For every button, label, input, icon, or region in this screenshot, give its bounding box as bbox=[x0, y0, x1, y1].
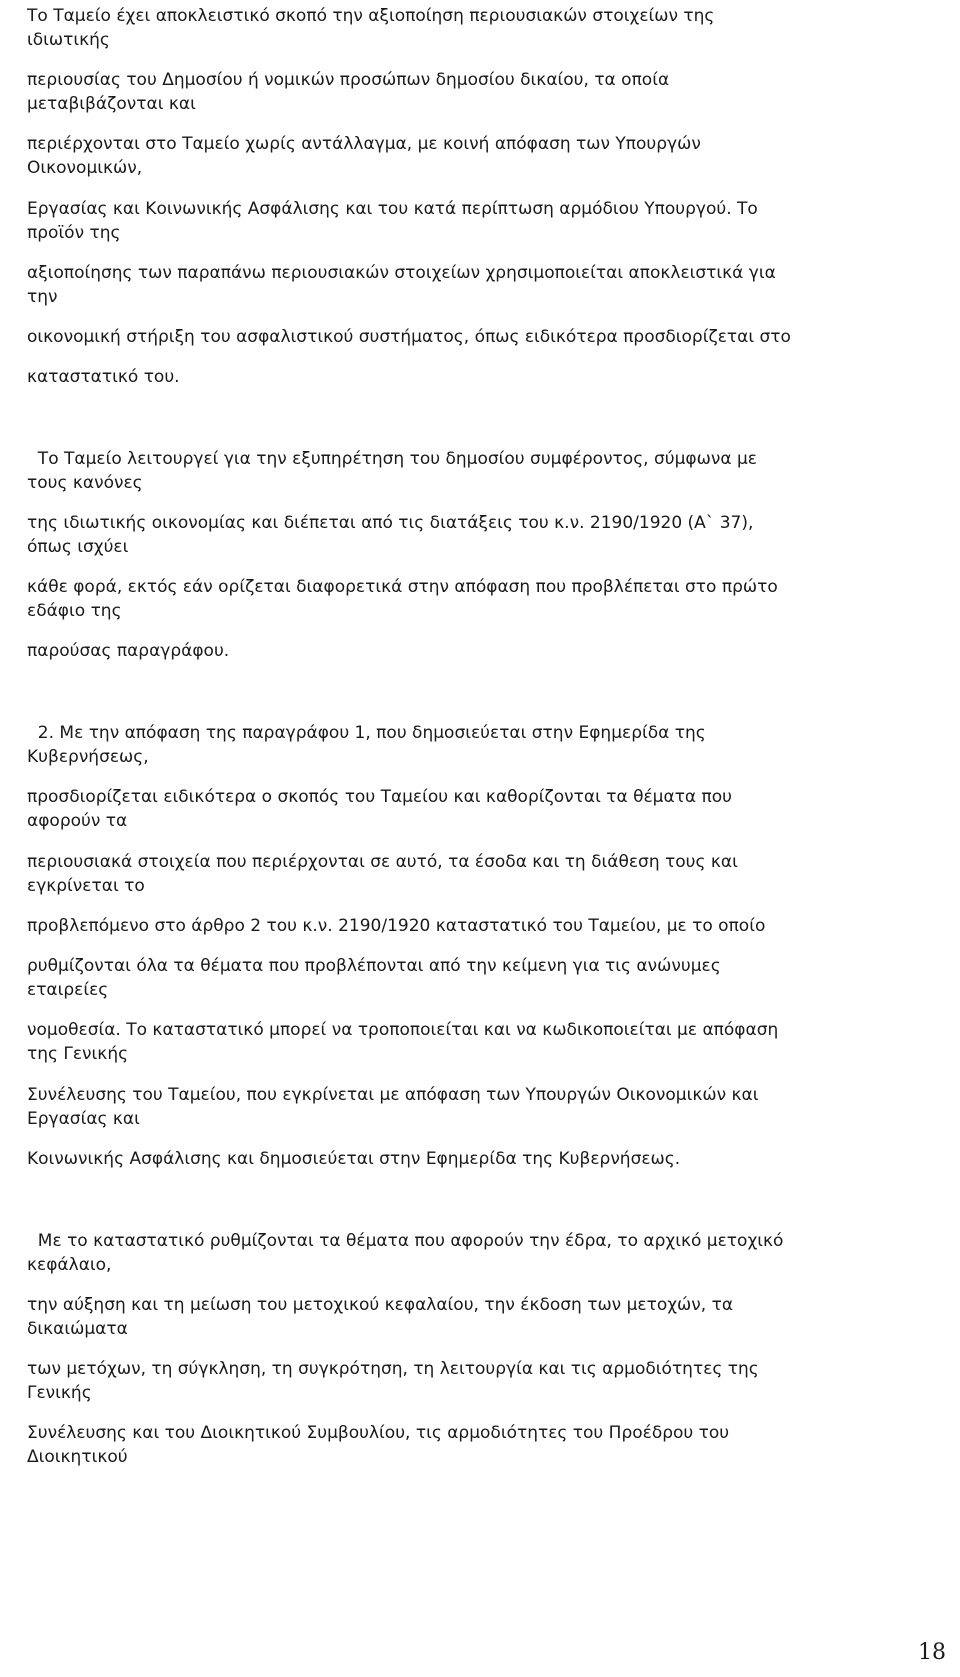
text-line: οικονομική στήριξη του ασφαλιστικού συστήματος, όπως ειδικότερα προσδιορίζεται στο bbox=[27, 327, 791, 347]
page-number: 18 bbox=[918, 1640, 946, 1665]
text-line: Εργασίας και Κοινωνικής Ασφάλισης και του κατά περίπτωση αρμόδιου Υπουργού. Το bbox=[27, 199, 758, 219]
text-line: αξιοποίησης των παραπάνω περιουσιακών στοιχείων χρησιμοποιείται αποκλειστικά για bbox=[27, 263, 776, 283]
text-line: Εργασίας και bbox=[27, 1109, 140, 1129]
text-line: 2. Με την απόφαση της παραγράφου 1, που δημοσιεύεται στην Εφημερίδα της bbox=[27, 723, 706, 743]
text-line: εδάφιο της bbox=[27, 601, 122, 621]
text-line: εταιρείες bbox=[27, 980, 109, 1000]
text-line: ιδιωτικής bbox=[27, 30, 110, 50]
text-line: ρυθμίζονται όλα τα θέματα που προβλέπονται από την κείμενη για τις ανώνυμες bbox=[27, 956, 721, 976]
text-line: καταστατικό του. bbox=[27, 367, 180, 387]
text-line: προϊόν της bbox=[27, 223, 121, 243]
text-line: περιουσιακά στοιχεία που περιέρχονται σε αυτό, τα έσοδα και τη διάθεση τους και bbox=[27, 852, 738, 872]
text-line: κάθε φορά, εκτός εάν ορίζεται διαφορετικά στην απόφαση που προβλέπεται στο πρώτο bbox=[27, 577, 778, 597]
text-line: προβλεπόμενο στο άρθρο 2 του κ.ν. 2190/1920 καταστατικό του Ταμείου, με το οποίο bbox=[27, 916, 766, 936]
text-line: Γενικής bbox=[27, 1383, 92, 1403]
text-line: παρούσας παραγράφου. bbox=[27, 641, 230, 661]
text-line: νομοθεσία. Το καταστατικό μπορεί να τροποποιείται και να κωδικοποιείται με απόφαση bbox=[27, 1020, 779, 1040]
text-line: την αύξηση και τη μείωση του μετοχικού κεφαλαίου, την έκδοση των μετοχών, τα bbox=[27, 1295, 734, 1315]
text-line: των μετόχων, τη σύγκληση, τη συγκρότηση, τη λειτουργία και τις αρμοδιότητες της bbox=[27, 1359, 759, 1379]
text-line: Κυβερνήσεως, bbox=[27, 747, 149, 767]
text-line: εγκρίνεται το bbox=[27, 876, 145, 896]
text-line: δικαιώματα bbox=[27, 1319, 128, 1339]
text-line: προσδιορίζεται ειδικότερα ο σκοπός του Ταμείου και καθορίζονται τα θέματα που bbox=[27, 787, 733, 807]
text-line: περιουσίας του Δημοσίου ή νομικών προσώπων δημοσίου δικαίου, τα οποία bbox=[27, 70, 670, 90]
text-line: Διοικητικού bbox=[27, 1447, 128, 1467]
text-line: την bbox=[27, 287, 58, 307]
text-line: της Γενικής bbox=[27, 1044, 129, 1064]
text-line: Οικονομικών, bbox=[27, 158, 143, 178]
text-line: τους κανόνες bbox=[27, 473, 143, 493]
text-line: Συνέλευσης και του Διοικητικού Συμβουλίου, τις αρμοδιότητες του Προέδρου του bbox=[27, 1423, 730, 1443]
text-line: κεφάλαιο, bbox=[27, 1255, 112, 1275]
text-line: όπως ισχύει bbox=[27, 537, 129, 557]
text-line: αφορούν τα bbox=[27, 811, 128, 831]
text-line: Με το καταστατικό ρυθμίζονται τα θέματα που αφορούν την έδρα, το αρχικό μετοχικό bbox=[27, 1231, 784, 1251]
text-line: Το Ταμείο έχει αποκλειστικό σκοπό την αξιοποίηση περιουσιακών στοιχείων της bbox=[27, 6, 715, 26]
text-line: Κοινωνικής Ασφάλισης και δημοσιεύεται στην Εφημερίδα της Κυβερνήσεως. bbox=[27, 1149, 681, 1169]
text-line: Συνέλευσης του Ταμείου, που εγκρίνεται με απόφαση των Υπουργών Οικονομικών και bbox=[27, 1085, 759, 1105]
text-line: περιέρχονται στο Ταμείο χωρίς αντάλλαγμα, με κοινή απόφαση των Υπουργών bbox=[27, 134, 701, 154]
text-line: της ιδιωτικής οικονομίας και διέπεται από τις διατάξεις του κ.ν. 2190/1920 (Α` 37), bbox=[27, 513, 754, 533]
text-line: μεταβιβάζονται και bbox=[27, 94, 196, 114]
text-line: Το Ταμείο λειτουργεί για την εξυπηρέτηση του δημοσίου συμφέροντος, σύμφωνα με bbox=[27, 449, 757, 469]
